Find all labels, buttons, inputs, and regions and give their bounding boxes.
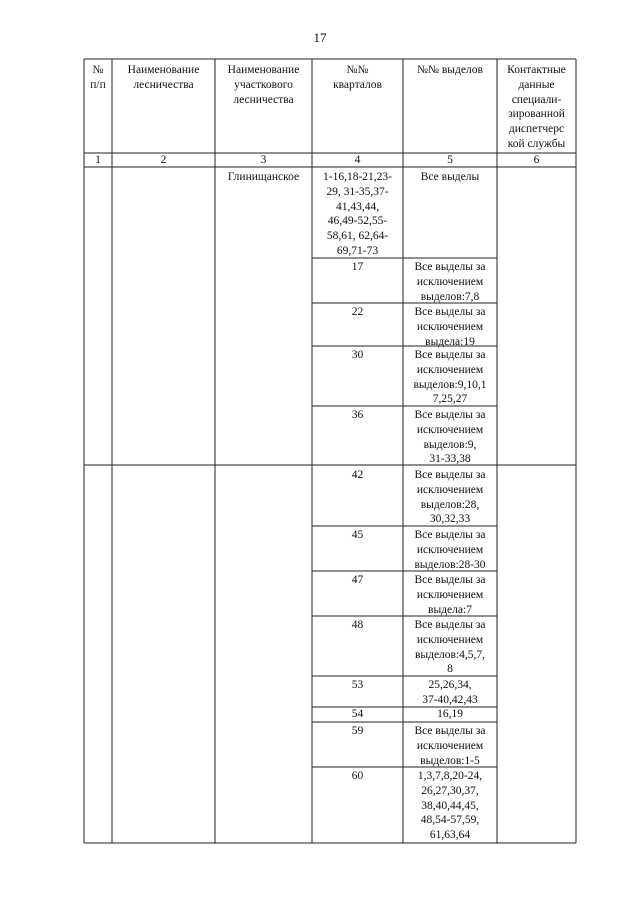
header-line: кой службы (507, 137, 566, 150)
allotments-cell (403, 528, 497, 572)
allotments-line: Все выделы за (414, 409, 486, 421)
page-number: 17 (313, 30, 327, 45)
header-line: специали- (511, 93, 562, 106)
allotments-cell (403, 724, 497, 768)
allotments-cell (403, 618, 497, 677)
header-cell-district (215, 63, 312, 107)
allotments-line: 61,63,64 (429, 829, 471, 842)
quarters-line: 58,61, 62,64- (326, 230, 389, 243)
allotments-line: исключением (416, 739, 484, 752)
header-cell-allotments (403, 63, 497, 78)
allotments-line: выдела:7 (428, 603, 472, 616)
allotments-cell (403, 170, 497, 185)
allotments-line: исключением (416, 633, 484, 646)
allotments-line: 38,40,44,45, (421, 799, 479, 812)
quarters-cell (312, 170, 403, 259)
allotments-line: выделов:28, (420, 498, 480, 511)
allotments-line: Все выделы за (414, 574, 486, 586)
allotments-line: исключением (416, 423, 484, 436)
allotments-line: 25,26,34, (428, 679, 472, 691)
header-cell-quarters (312, 63, 403, 93)
allotments-line: исключением (416, 543, 484, 556)
quarters-cell: 54 (351, 708, 364, 720)
allotments-cell (403, 408, 497, 467)
allotments-line: Все выделы за (414, 261, 486, 273)
quarters-cell: 30 (351, 349, 364, 361)
column-number-3: 3 (260, 154, 267, 166)
allotments-line: Все выделы за (414, 349, 486, 361)
allotments-cell (403, 305, 497, 349)
allotments-line: 26,27,30,37, (421, 784, 479, 797)
allotments-line: выдела:19 (425, 335, 475, 348)
header-cell-number (84, 63, 112, 93)
column-number-6: 6 (533, 154, 540, 166)
header-line: лесничества (133, 78, 194, 91)
allotments-line: 7,25,27 (432, 393, 468, 406)
allotments-cell (403, 769, 497, 843)
quarters-cell: 17 (351, 261, 364, 273)
allotments-cell (403, 573, 497, 617)
allotments-cell (403, 348, 497, 407)
allotments-line: выделов:9,10,1 (413, 378, 487, 391)
allotments-line: 1,3,7,8,20-24, (417, 770, 483, 782)
allotments-line: выделов:7,8 (420, 290, 480, 303)
header-line: №№ выделов (417, 64, 483, 76)
allotments-line: выделов:1-5 (420, 754, 480, 767)
allotments-line: 48,54-57,59, (420, 814, 480, 827)
quarters-line: 69,71-73 (336, 244, 379, 257)
allotments-line: 37-40,42,43 (422, 693, 478, 706)
district-name: Глинищанское (227, 171, 300, 183)
allotments-line: Все выделы за (414, 306, 486, 318)
quarters-line: 29, 31-35,37- (326, 185, 389, 198)
quarters-line: 1-16,18-21,23- (323, 171, 392, 183)
allotments-cell (403, 468, 497, 527)
header-line: лесничества (233, 93, 294, 106)
column-number-4: 4 (354, 154, 361, 166)
quarters-line: 41,43,44, (335, 200, 380, 213)
header-line: данные (518, 78, 555, 91)
allotments-line: исключением (416, 588, 484, 601)
allotments-line: исключением (416, 363, 484, 376)
header-line: зированной (508, 108, 565, 121)
allotments-line: исключением (416, 483, 484, 496)
allotments-cell (403, 707, 497, 722)
header-line: Наименование (227, 64, 300, 76)
allotments-line: Все выделы за (414, 529, 486, 541)
allotments-cell (403, 260, 497, 304)
allotments-line: выделов:4,5,7, (414, 648, 486, 661)
quarters-cell: 60 (351, 770, 364, 782)
column-number-1: 1 (95, 154, 101, 166)
header-line: диспетчерс (508, 123, 565, 136)
quarters-cell: 45 (351, 529, 364, 541)
allotments-line: выделов:9, (423, 438, 477, 451)
allotments-line: Все выделы за (414, 619, 486, 631)
quarters-cell: 48 (351, 619, 364, 631)
quarters-cell: 22 (351, 306, 364, 318)
quarters-cell: 36 (351, 409, 364, 421)
header-line: участкового (234, 78, 293, 91)
allotments-line: Все выделы за (414, 725, 486, 737)
header-line: кварталов (333, 78, 382, 91)
header-line: №№ (346, 64, 369, 76)
allotments-line: 8 (447, 663, 453, 676)
quarters-line: 46,49-52,55- (327, 215, 388, 228)
quarters-cell: 53 (351, 679, 364, 691)
allotments-line: 30,32,33 (429, 513, 471, 526)
column-number-2: 2 (160, 154, 167, 166)
allotments-line: исключением (416, 275, 484, 288)
quarters-cell: 47 (351, 574, 364, 586)
allotments-line: 31-33,38 (429, 453, 471, 466)
allotments-cell (403, 678, 497, 708)
allotments-line: 16,19 (437, 708, 463, 720)
header-line: № (92, 64, 104, 76)
header-line: Контактные (507, 64, 566, 76)
allotments-line: выделов:28-30 (414, 558, 486, 571)
allotments-line: исключением (416, 320, 484, 333)
allotments-line: Все выделы за (414, 469, 486, 481)
header-cell-contacts (497, 63, 576, 152)
header-line: п/п (90, 78, 106, 91)
quarters-cell: 42 (351, 469, 364, 481)
quarters-cell: 59 (351, 725, 364, 737)
allotments-line: Все выделы (420, 171, 480, 183)
header-cell-forestry (112, 63, 215, 93)
column-number-5: 5 (447, 154, 453, 166)
header-line: Наименование (127, 64, 200, 76)
